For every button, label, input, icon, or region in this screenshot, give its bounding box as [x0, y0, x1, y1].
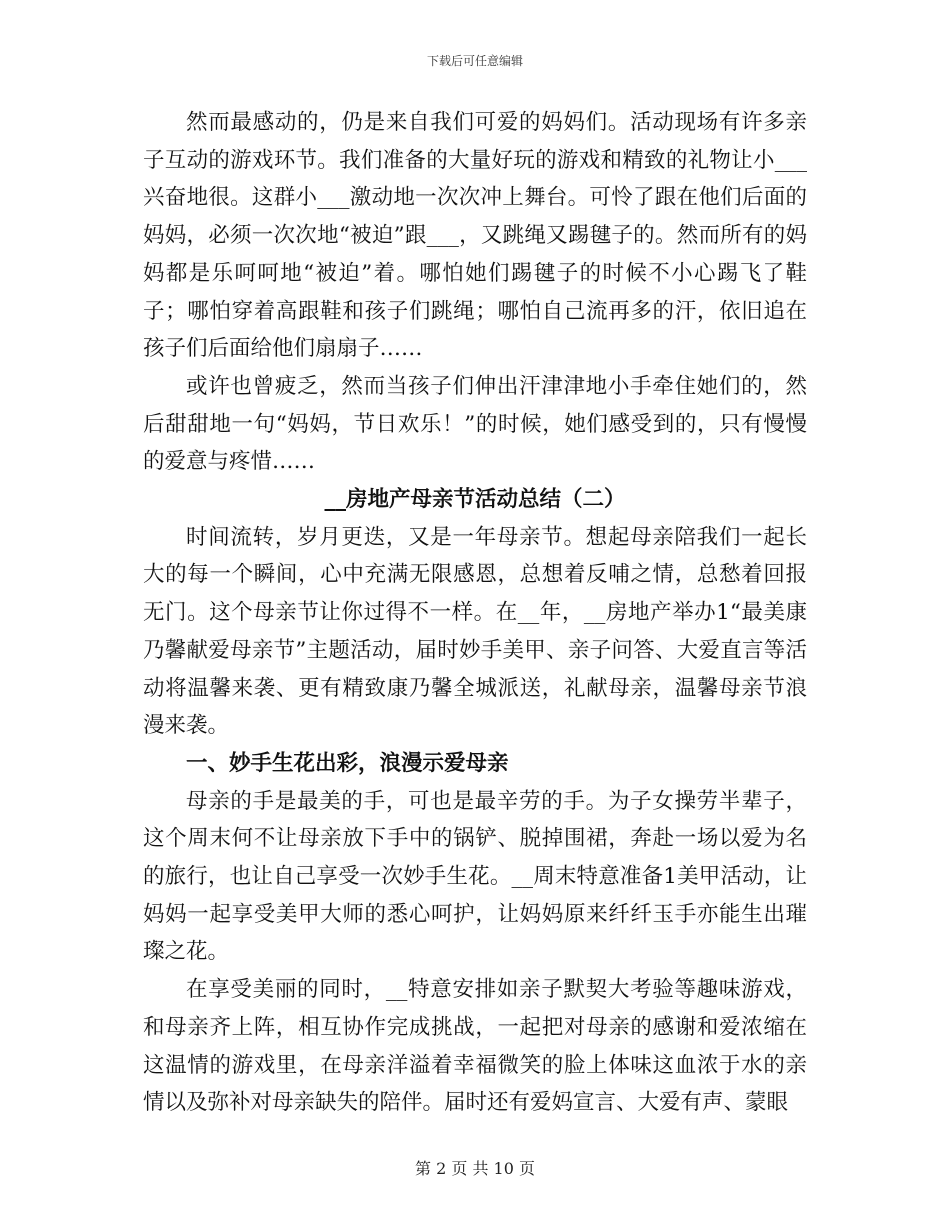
- page-footer: 第 2 页 共 10 页: [415, 1159, 535, 1178]
- paragraph-4: 母亲的手是最美的手，可也是最辛劳的手。为子女操劳半辈子，这个周末何不让母亲放下手中的锅铲、脱掉围裙，奔赴一场以爱为名的旅行，也让自己享受一次妙手生花。__周末特意准备1美甲活动，让妈妈一起享受美甲大师的悉心呵护，让妈妈原来纤纤玉手亦能生出璀璨之花。: [143, 788, 807, 965]
- document-body: [143, 104, 807, 1122]
- section-title: __房地产母亲节活动总结（二）: [324, 487, 626, 513]
- subsection-heading-1: 一、妙手生花出彩，浪漫示爱母亲: [186, 750, 509, 776]
- paragraph-1: 然而最感动的，仍是来自我们可爱的妈妈们。活动现场有许多亲子互动的游戏环节。我们准备的大量好玩的游戏和精致的礼物让小___兴奋地很。这群小___激动地一次次冲上舞台。可怜了跟在他们后面的妈妈，必须一次次地“被迫”跟___，又跳绳又踢毽子的。然而所有的妈妈都是乐呵呵地“被迫”着。哪怕她们踢毽子的时候不小心踢飞了鞋子；哪怕穿着高跟鞋和孩子们跳绳；哪怕自己流再多的汗，依旧追在孩子们后面给他们扇扇子……: [143, 110, 807, 362]
- paragraph-2: 或许也曾疲乏，然而当孩子们伸出汗津津地小手牵住她们的，然后甜甜地一句“妈妈，节日欢乐！”的时候，她们感受到的，只有慢慢的爱意与疼惜……: [143, 373, 807, 475]
- paragraph-5: 在享受美丽的同时，__特意安排如亲子默契大考验等趣味游戏，和母亲齐上阵，相互协作完成挑战，一起把对母亲的感谢和爱浓缩在这温情的游戏里，在母亲洋溢着幸福微笑的脸上体味这血浓于水的亲情以及弥补对母亲缺失的陪伴。届时还有爱妈宣言、大爱有声、蒙眼: [143, 977, 807, 1116]
- page-header: 下载后可任意编辑: [426, 54, 523, 68]
- paragraph-3: 时间流转，岁月更迭，又是一年母亲节。想起母亲陪我们一起长大的每一个瞬间，心中充满无限感恩，总想着反哺之情，总愁着回报无门。这个母亲节让你过得不一样。在__年，__房地产举办1“最美康乃馨献爱母亲节”主题活动，届时妙手美甲、亲子问答、大爱直言等活动将温馨来袭、更有精致康乃馨全城派送，礼献母亲，温馨母亲节浪漫来袭。: [143, 524, 807, 739]
